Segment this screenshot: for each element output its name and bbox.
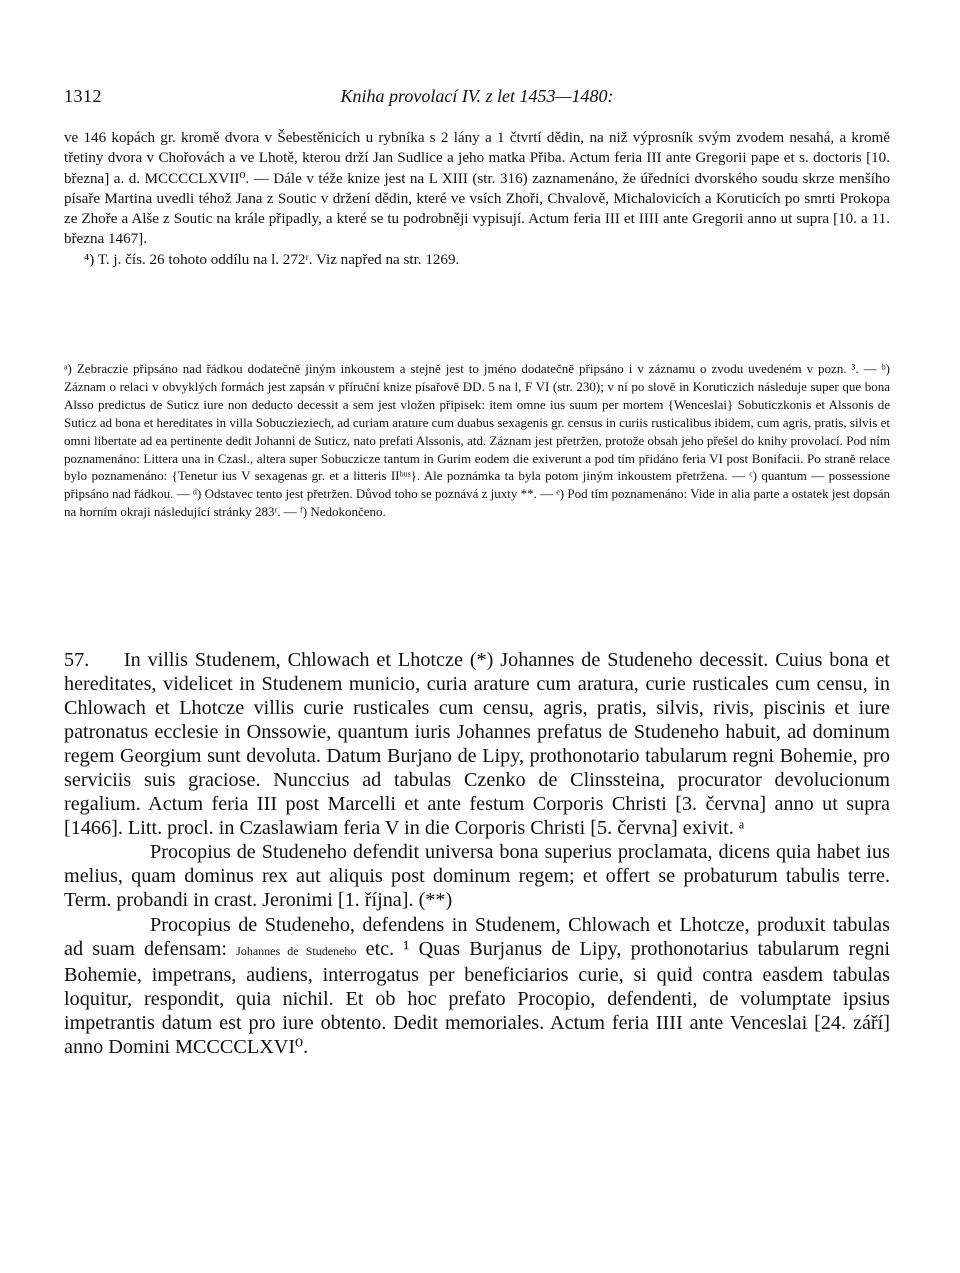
- entry-small-caption: Johannes de Studeneho: [236, 943, 357, 958]
- running-title: Kniha provolací IV. z let 1453—1480:: [340, 86, 614, 106]
- entry-paragraph-3: [64, 913, 890, 1059]
- entry-paragraph-2: Procopius de Studeneho defendit universa bona superius proclamata, dicens quia habet ius melius, quam dominus rex aut aliquis post dominum regem; et offert se probaturum tabulis terre. Term. probandi in crast. Jeronimi [1. října]. (**): [64, 841, 890, 912]
- notes-paragraph: ve 146 kopách gr. kromě dvora v Šebestěnicích u rybníka s 2 lány a 1 čtvrtí dědin, na niž výprosník svým zvodem nesahá, a kromě třetiny dvora v Chořovách a ve Lhotě, kterou drží Jan Sudlice a jeho matka Přiba. Actum feria III ante Gregorii pape et s. doctoris [10. března] a. d. MCCCCLXVII⁰. — Dále v téže knize jest na L XIII (str. 316) zaznamenáno, že úředníci dvorského soudu skrze menšího písaře Martina uvedli téhož Jana z Soutic v držení dědin, které ve vsích Zhoři, Chvalově, Michalovicích a Koruticích po smrti Prokopa ze Zhoře a Alše z Soutic na krále připadly, a které se tu podrobněji vypisují. Actum feria III et IIII ante Gregorii anno ut supra [10. a 11. března 1467].: [64, 130, 890, 248]
- footnote-a: ᵃ) Zebraczie připsáno nad řádkou dodatečně jiným inkoustem a stejně jest to jméno dodatečně připsáno i v záznamu o zvodu uvedeném v pozn. ³. — ᵇ) Záznam o relaci v obvyklých formách jest zapsán v příruční knize písařově DD. 5 na l, F VI (str. 230); v ní po slově in Koruticzich následuje super que bona Alsso predictus de Suticz iure non deducto decessit a sem jest vložen připisek: item omne ius suum per mortem {Wenceslai} Sobuticzkonis et Alssonis de Suticz ad bona et hereditates in villa Sobuczieziech, ad curiam arature cum duabus sexagenis gr. census in curiis rusticalibus ibidem, cum agris, pratis, silvis et omni libertate ad ea pertinente dedit Johanni de Suticz, nato prefati Alssonis, atd. Záznam jest přetržen, protože obsah jeho přešel do knihy provolací. Pod ním poznamenáno: Littera una in Czasl., altera super Sobuczicze tantum in Gurim eodem die exiverunt a pod tím přidáno feria VI post Bonifacii. Po straně relace bylo poznamenáno: {Tenetur ius V sexagenas gr. et a litteris IIᵇᵘˢ}. Ale poznámka ta byla potom jiným inkoustem přetržena. — ᶜ) quantum — possessione připsáno nad řádkou. — ᵈ) Odstavec tento jest přetržen. Důvod toho se poznává z juxty **. — ᵉ) Pod tím poznamenáno: Vide in alia parte a ostatek jest dopsán na horním okraji následující stránky 283ʳ. — ᶠ) Nedokončeno.: [64, 361, 890, 520]
- note-4: ⁴) T. j. čís. 26 tohoto oddílu na l. 272ʳ. Viz napřed na str. 1269.: [84, 251, 460, 268]
- entry-text-3b: etc. ¹ Quas Burjanus de Lipy, prothonotarius tabularum regni Bohemie, impetrans, audiens, interrogatus per beneficiarios curie, si quid contra easdem tabulas loquitur, respondit, quia nichil. Et ob hoc prefato Procopio, defendenti, de volumptate ipsius impetrantis datum est pro iure obtento. Dedit memoriales. Actum feria IIII ante Venceslai [24. září] anno Domini MCCCCLXVI⁰.: [64, 937, 891, 1058]
- footnotes-section: [64, 360, 890, 521]
- entry-text-3a: Procopius de Studeneho, defendens in Studenem, Chlowach et Lhotcze, produxit tabulas ad suam defensam:: [64, 913, 890, 960]
- page-header: [64, 86, 890, 110]
- entry-57: [64, 648, 890, 1059]
- page-number: 1312: [64, 86, 102, 106]
- notes-section: [64, 128, 890, 270]
- entry-paragraph-1: [64, 648, 890, 840]
- entry-text-1: In villis Studenem, Chlowach et Lhotcze (*) Johannes de Studeneho decessit. Cuius bona et hereditates, videlicet in Studenem municio, curia arature cum aratura, curie rusticales cum censu, in Chlowach et Lhotcze villis curie rusticales cum censu, agris, pratis, silvis, rivis, piscinis et iure patronatus ecclesie in Onssowie, quantum iuris Johannes prefatus de Studeneho habuit, ad dominum regem Georgium sunt devoluta. Datum Burjano de Lipy, prothonotario tabularum regni Bohemie, pro serviciis suis graciose. Nunccius ad tabulas Czenko de Clinssteina, procurator devolucionum regalium. Actum feria III post Marcelli et ante festum Corporis Christi [3. června] anno ut supra [1466]. Litt. procl. in Czaslawiam feria V in die Corporis Christi [5. června] exivit. ᵃ: [64, 649, 891, 840]
- entry-number: 57.: [64, 649, 90, 671]
